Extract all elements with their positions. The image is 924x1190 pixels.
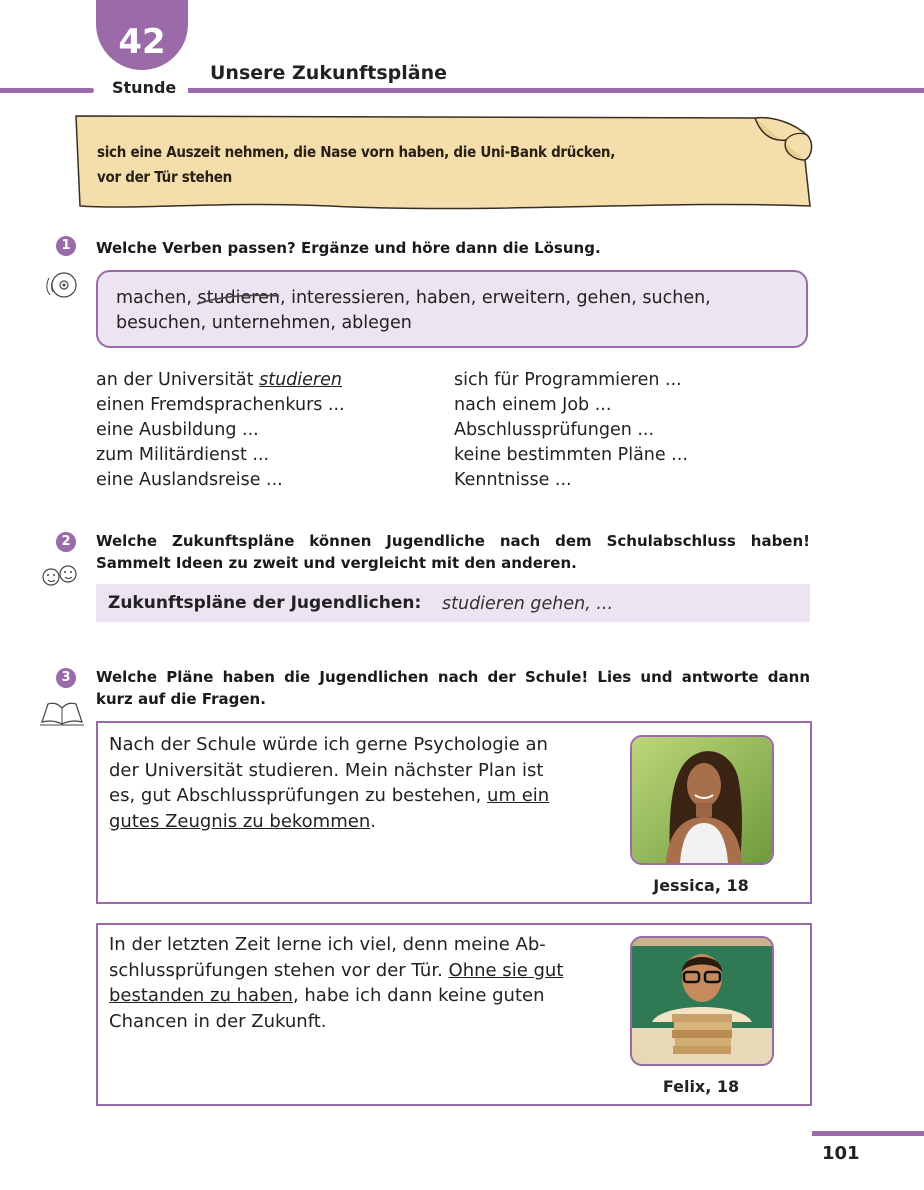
scroll-line-1: sich eine Auszeit nehmen, die Nase vorn haben, die Uni-Bank drücken,: [97, 143, 616, 161]
felix-text: [109, 932, 579, 1034]
header-rule-right: [188, 88, 924, 93]
phrase-item: einen Fremdsprachenkurs ...: [96, 395, 345, 415]
jessica-text: [109, 732, 579, 834]
task-3-line-2: kurz auf die Fragen.: [96, 690, 266, 708]
task-3-instruction: [96, 666, 810, 710]
task-2-line-2: Sammelt Ideen zu zweit und vergleicht mit den anderen.: [96, 554, 577, 572]
text-line: es, gut Abschlussprüfungen zu bestehen, um ein: [109, 785, 550, 806]
text-line: schlussprüfungen stehen vor der Tür. Ohne sie gut: [109, 959, 564, 981]
scroll-text: [97, 140, 787, 190]
felix-caption: Felix, 18: [662, 1077, 740, 1096]
felix-photo: [630, 936, 774, 1066]
phrase-item: Abschlussprüfungen ...: [454, 420, 655, 440]
cd-audio-icon: [44, 270, 80, 302]
underlined-phrase: Ohne sie gut: [448, 959, 564, 981]
phrase-item: nach einem Job ...: [454, 395, 612, 415]
phrase-item: eine Auslandsreise ...: [96, 470, 283, 490]
phrase-item: Kenntnisse ...: [454, 470, 572, 490]
task-1-instruction: Welche Verben passen? Ergänze und höre dann die Lösung.: [96, 239, 601, 257]
word-box-text: [116, 286, 790, 336]
header-rule-left: [0, 88, 94, 93]
girl-portrait-image: [632, 737, 772, 863]
open-book-icon: [38, 698, 86, 728]
jessica-caption: Jessica, 18: [653, 876, 749, 895]
boy-with-books-image: [632, 938, 772, 1064]
text-line: der Universität studieren. Mein nächster Plan ist: [109, 759, 544, 781]
phrase-item: zum Militärdienst ...: [96, 445, 270, 465]
word-list-rest: , interessieren, haben, erweitern, gehen, suchen,: [279, 288, 711, 308]
task-3-line-1: Welche Pläne haben die Jugendlichen nach der Schule! Lies und antworte dann: [96, 668, 810, 686]
task-2-badge: 2: [56, 532, 76, 552]
underlined-phrase: gutes Zeugnis zu bekommen: [109, 810, 371, 832]
task-1-badge: 1: [56, 236, 76, 256]
page-title: Unsere Zukunftspläne: [210, 62, 448, 84]
ideas-example: studieren gehen, ...: [442, 594, 614, 614]
word-list-line-2: besuchen, unternehmen, ablegen: [116, 313, 412, 333]
jessica-photo: [630, 735, 774, 865]
lesson-number-tab: [96, 0, 188, 70]
pair-talk-icon: [38, 562, 82, 590]
task-2-instruction: [96, 530, 810, 574]
lesson-number: 42: [118, 22, 166, 62]
scroll-line-2: vor der Tür stehen: [97, 168, 232, 186]
lesson-word: Stunde: [112, 78, 177, 97]
phrase-item: eine Ausbildung ...: [96, 420, 259, 440]
footer-rule: [812, 1131, 924, 1136]
text-line: In der letzten Zeit lerne ich viel, denn meine Ab-: [109, 934, 546, 955]
phrase-item: sich für Programmieren ...: [454, 370, 682, 390]
text-line: bestanden zu haben, habe ich dann keine guten: [109, 985, 545, 1006]
task-3-badge: 3: [56, 668, 76, 688]
right-phrase-column: [454, 368, 688, 493]
text-line: Nach der Schule würde ich gerne Psychologie an: [109, 734, 548, 755]
task-2-line-1: Welche Zukunftspläne können Jugendliche nach dem Schulabschluss haben!: [96, 532, 810, 550]
underlined-phrase: bestanden zu haben: [109, 985, 293, 1006]
phrase-item: an der Universität studieren: [96, 370, 342, 390]
text-line: Chancen in der Zukunft.: [109, 1010, 327, 1032]
strike-through-mark: [195, 290, 281, 310]
left-phrase-column: [96, 368, 345, 493]
struck-word: studieren: [197, 288, 280, 308]
text-line: gutes Zeugnis zu bekommen.: [109, 810, 376, 832]
page-number: 101: [822, 1143, 860, 1164]
underlined-phrase: um ein: [487, 785, 550, 806]
ideas-label: Zukunftspläne der Jugendlichen:: [108, 593, 422, 613]
phrase-item: keine bestimmten Pläne ...: [454, 445, 688, 465]
example-answer: studieren: [259, 370, 342, 390]
word-list-start: machen,: [116, 288, 192, 308]
